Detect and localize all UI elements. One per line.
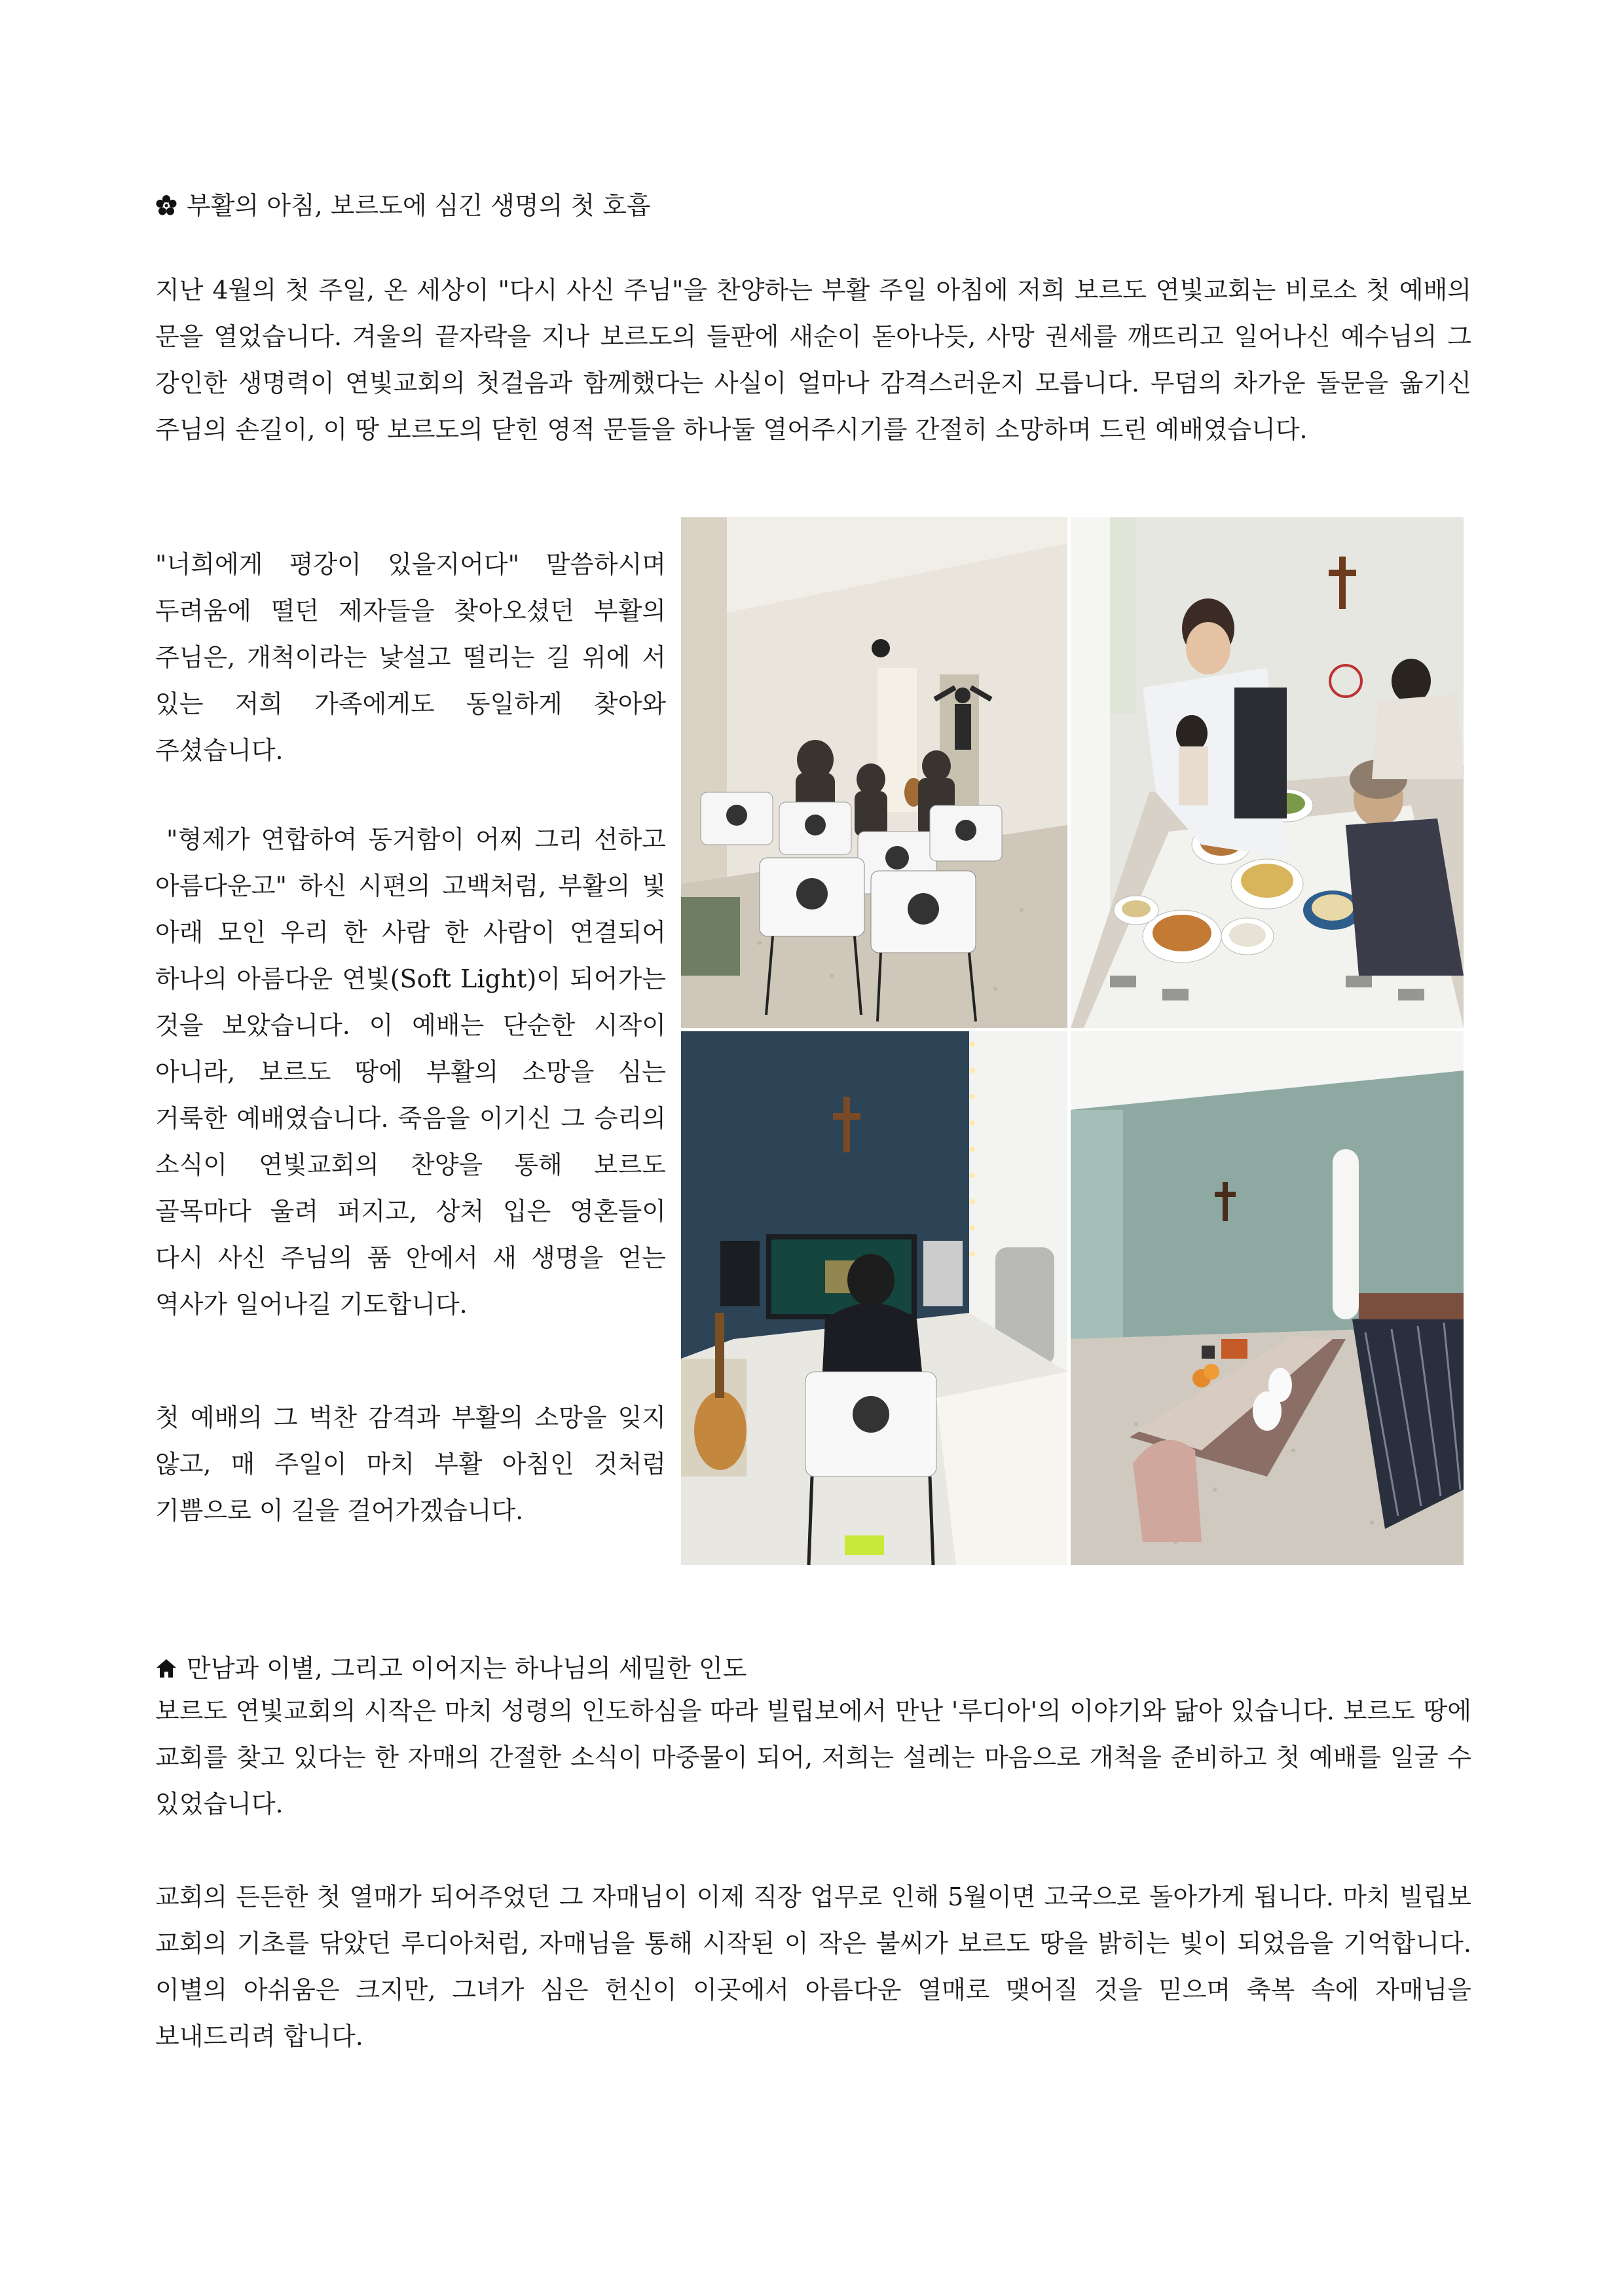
section1-heading bbox=[155, 189, 1471, 223]
dining-hall-photo bbox=[1071, 1031, 1464, 1565]
section1-heading-text: 부활의 아침, 보르도에 심긴 생명의 첫 호흡 bbox=[187, 191, 651, 220]
side-paragraph-3: 첫 예배의 그 벅찬 감격과 부활의 소망을 잊지 않고, 매 주일이 마치 부활 아침인 것처럼 기쁨으로 이 길을 걸어가겠습니다. bbox=[155, 1403, 666, 1525]
intro-paragraph: 지난 4월의 첫 주일, 온 세상이 "다시 사신 주님"을 찬양하는 부활 주일 아침에 저희 보르도 연빛교회는 비로소 첫 예배의 문을 열었습니다. 겨울의 끝자락을 지나 보르도의 들판에 새순이 돋아나듯, 사망 권세를 깨뜨리고 일어나신 예수님의 그 강인한 생명력이 연빛교회의 첫걸음과 함께했다는 사실이 얼마나 감격스러운지 모릅니다. 무덤의 차가운 돌문을 옮기신 주님의 손길이, 이 땅 보르도의 닫힌 영적 문들을 하나둘 열어주시기를 간절히 소망하며 드린 예배였습니다. bbox=[155, 276, 1471, 444]
side-paragraph-2: "형제가 연합하여 동거함이 어찌 그리 선하고 아름다운고" 하신 시편의 고백처럼, 부활의 빛 아래 모인 우리 한 사람 한 사람이 연결되어 하나의 아름다운 연빛(Soft Light)이 되어가는 것을 보았습니다. 이 예배는 단순한 시작이 아니라, 보르도 땅에 부활의 소망을 심는 거룩한 예배였습니다. 죽음을 이기신 그 승리의 소식이 연빛교회의 찬양을 통해 보르도 골목마다 울려 퍼지고, 상처 입은 영혼들이 다시 사신 주님의 품 안에서 새 생명을 얻는 역사가 일어나길 기도합니다. bbox=[155, 825, 674, 1319]
flower-icon bbox=[155, 194, 177, 217]
section2-paragraph-1: 보르도 연빛교회의 시작은 마치 성령의 인도하심을 따라 빌립보에서 만난 '루디아'의 이야기와 닮아 있습니다. 보르도 땅에 교회를 찾고 있다는 한 자매의 간절한 소식이 마중물이 되어, 저희는 설레는 마음으로 개척을 준비하고 첫 예배를 일굴 수 있었습니다. bbox=[155, 1697, 1471, 1818]
section2-heading bbox=[155, 1651, 1471, 1685]
fellowship-meal-photo bbox=[1071, 517, 1464, 1028]
media-desk-photo bbox=[681, 1031, 1067, 1565]
side-paragraph-1: "너희에게 평강이 있을지어다" 말씀하시며 두려움에 떨던 제자들을 찾아오셨던 부활의 주님은, 개척이라는 낯설고 떨리는 길 위에 서 있는 저희 가족에게도 동일하게 찾아와 주셨습니다. bbox=[155, 550, 666, 765]
section2-heading-text: 만남과 이별, 그리고 이어지는 하나님의 세밀한 인도 bbox=[187, 1654, 747, 1683]
house-icon bbox=[155, 1657, 177, 1680]
section2-paragraph-2: 교회의 든든한 첫 열매가 되어주었던 그 자매님이 이제 직장 업무로 인해 5월이면 고국으로 돌아가게 됩니다. 마치 빌립보 교회의 기초를 닦았던 루디아처럼, 자매님을 통해 시작된 이 작은 불씨가 보르도 땅을 밝히는 빛이 되었음을 기억합니다. 이별의 아쉬움은 크지만, 그녀가 심은 헌신이 이곳에서 아름다운 열매로 맺어질 것을 믿으며 축복 속에 자매님을 보내드리려 합니다. bbox=[155, 1882, 1471, 2051]
worship-service-photo bbox=[681, 517, 1067, 1028]
